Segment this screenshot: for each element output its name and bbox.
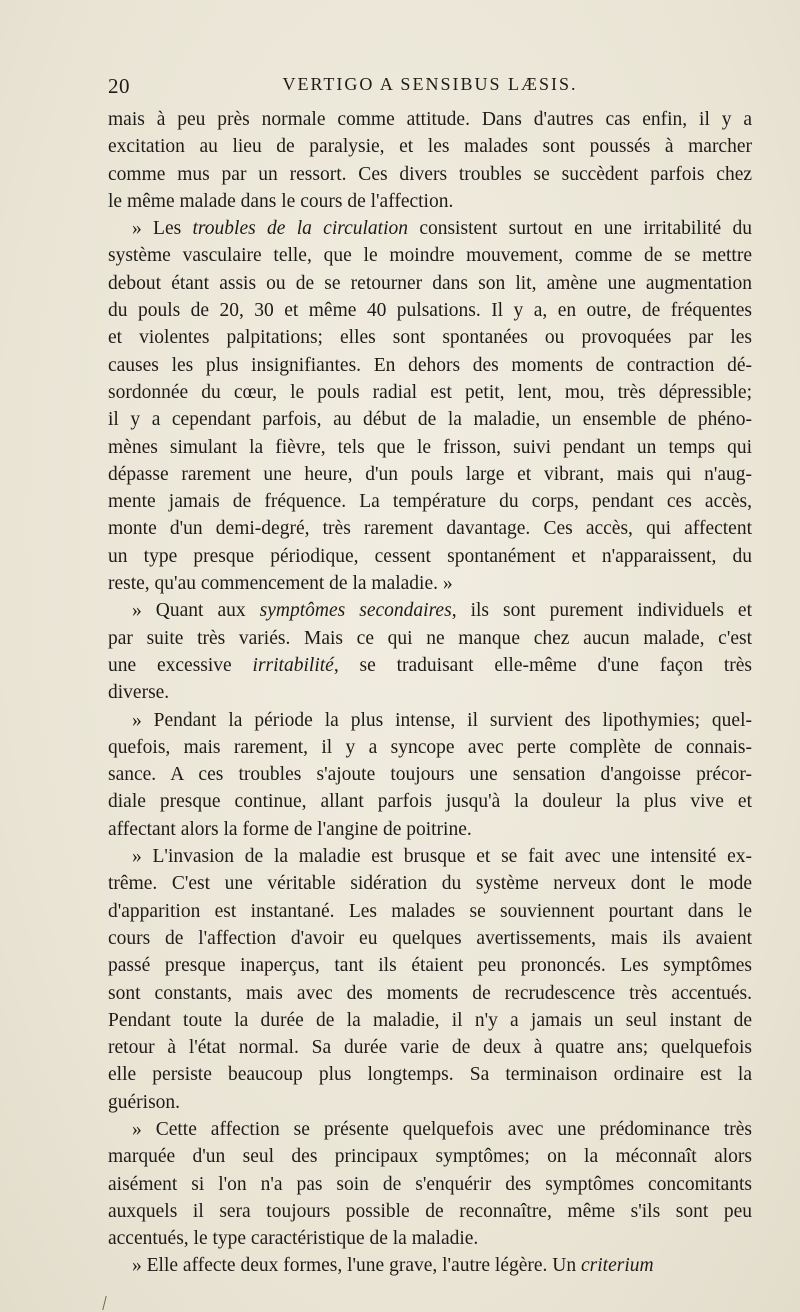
text-line: un type presque périodique, cessent spontanément et n'apparaissent, du xyxy=(108,545,752,567)
text-line: le même malade dans le cours de l'affection. xyxy=(108,190,454,212)
italic-phrase: troubles de la circulation xyxy=(192,218,409,240)
text-line: diverse. xyxy=(108,682,170,704)
text-run: » Les xyxy=(132,218,193,240)
text-line: affectant alors la forme de l'angine de poitrine. xyxy=(108,818,472,840)
text-run: » Quant aux xyxy=(132,600,260,622)
text-line: dépasse rarement une heure, d'un pouls large et vibrant, mais qui n'aug- xyxy=(108,463,752,485)
text-line: comme mus par un ressort. Ces divers troubles se succèdent parfois chez xyxy=(108,163,752,185)
text-run: une excessive xyxy=(108,654,253,676)
text-run: , ils sont purement individuels et xyxy=(451,600,753,622)
text-line: guérison. xyxy=(108,1091,181,1113)
text-line: » Pendant la période la plus intense, il survient des lipothymies; quel- xyxy=(132,709,752,731)
text-line: marquée d'un seul des principaux symptômes; on la méconnaît alors xyxy=(108,1146,752,1168)
text-line: du pouls de 20, 30 et même 40 pulsations. Il y a, en outre, de fréquentes xyxy=(108,300,752,322)
text-line: sordonnée du cœur, le pouls radial est petit, lent, mou, très dépressible; xyxy=(108,381,752,403)
text-line: mente jamais de fréquence. La température du corps, pendant ces accès, xyxy=(108,491,752,513)
italic-phrase: criterium xyxy=(581,1255,654,1277)
text-run: consistent surtout en une irritabilité du xyxy=(408,218,752,240)
text-line: reste, qu'au commencement de la maladie. » xyxy=(108,573,453,595)
text-line: » L'invasion de la maladie est brusque et se fait avec une intensité ex- xyxy=(132,846,752,868)
text-line: et violentes palpitations; elles sont spontanées ou provoquées par les xyxy=(108,327,752,349)
text-line: système vasculaire telle, que le moindre mouvement, comme de se mettre xyxy=(108,245,752,267)
text-line: mais à peu près normale comme attitude. Dans d'autres cas enfin, il y a xyxy=(108,109,752,130)
margin-mark xyxy=(102,1296,112,1310)
text-line: accentués, le type caractéristique de la maladie. xyxy=(108,1228,479,1250)
text-line: trême. C'est une véritable sidération du système nerveux dont le mode xyxy=(108,873,752,895)
text-line: il y a cependant parfois, au début de la maladie, un ensemble de phéno- xyxy=(108,409,752,431)
body-text xyxy=(108,106,752,1280)
text-run: , se traduisant elle-même d'une façon très xyxy=(333,654,752,676)
page-header xyxy=(108,74,752,100)
text-line: diale presque continue, allant parfois jusqu'à la douleur la plus vive et xyxy=(108,791,752,813)
text-line: » Cette affection se présente quelquefois avec une prédominance très xyxy=(132,1118,752,1140)
text-line: d'apparition est instantané. Les malades se souviennent pourtant dans le xyxy=(108,900,752,922)
text-line: sance. A ces troubles s'ajoute toujours une sensation d'angoisse précor- xyxy=(108,764,752,786)
text-line: Pendant toute la durée de la maladie, il n'y a jamais un seul instant de xyxy=(108,1009,752,1031)
text-line: debout étant assis ou de se retourner dans son lit, amène une augmentation xyxy=(108,272,752,294)
text-run: » Elle affecte deux formes, l'une grave, l'autre légère. Un xyxy=(132,1255,582,1277)
italic-phrase: irritabilité xyxy=(252,654,334,676)
text-line: retour à l'état normal. Sa durée varie de deux à quatre ans; quelquefois xyxy=(108,1037,752,1059)
text-line: cours de l'affection d'avoir eu quelques avertissements, mais ils avaient xyxy=(108,927,752,949)
text-line: mènes simulant la fièvre, tels que le frisson, suivi pendant un temps qui xyxy=(108,436,752,458)
text-line xyxy=(108,1252,752,1279)
text-line: elle persiste beaucoup plus longtemps. Sa terminaison ordinaire est la xyxy=(108,1064,752,1086)
text-line: quefois, mais rarement, il y a syncope avec perte complète de connais- xyxy=(108,736,752,758)
text-line xyxy=(108,597,752,624)
text-line xyxy=(108,652,752,679)
text-line: aisément si l'on n'a pas soin de s'enquérir des symptômes concomitants xyxy=(108,1173,752,1195)
text-line: auxquels il sera toujours possible de reconnaître, même s'ils sont peu xyxy=(108,1200,752,1222)
text-line: passé presque inaperçus, tant ils étaient peu prononcés. Les symptômes xyxy=(108,955,752,977)
text-line: excitation au lieu de paralysie, et les malades sont poussés à marcher xyxy=(108,136,752,158)
text-line: causes les plus insignifiantes. En dehors des moments de contraction dé- xyxy=(108,354,752,376)
page-number: 20 xyxy=(108,74,130,98)
text-line: sont constants, mais avec des moments de recrudescence très accentués. xyxy=(108,982,752,1004)
text-line xyxy=(108,215,752,242)
text-line: monte d'un demi-degré, très rarement davantage. Ces accès, qui affectent xyxy=(108,518,752,540)
text-line: par suite très variés. Mais ce qui ne manque chez aucun malade, c'est xyxy=(108,627,752,649)
running-head: VERTIGO A SENSIBUS LÆSIS. xyxy=(282,74,578,94)
italic-phrase: symptômes secondaires xyxy=(259,600,452,622)
